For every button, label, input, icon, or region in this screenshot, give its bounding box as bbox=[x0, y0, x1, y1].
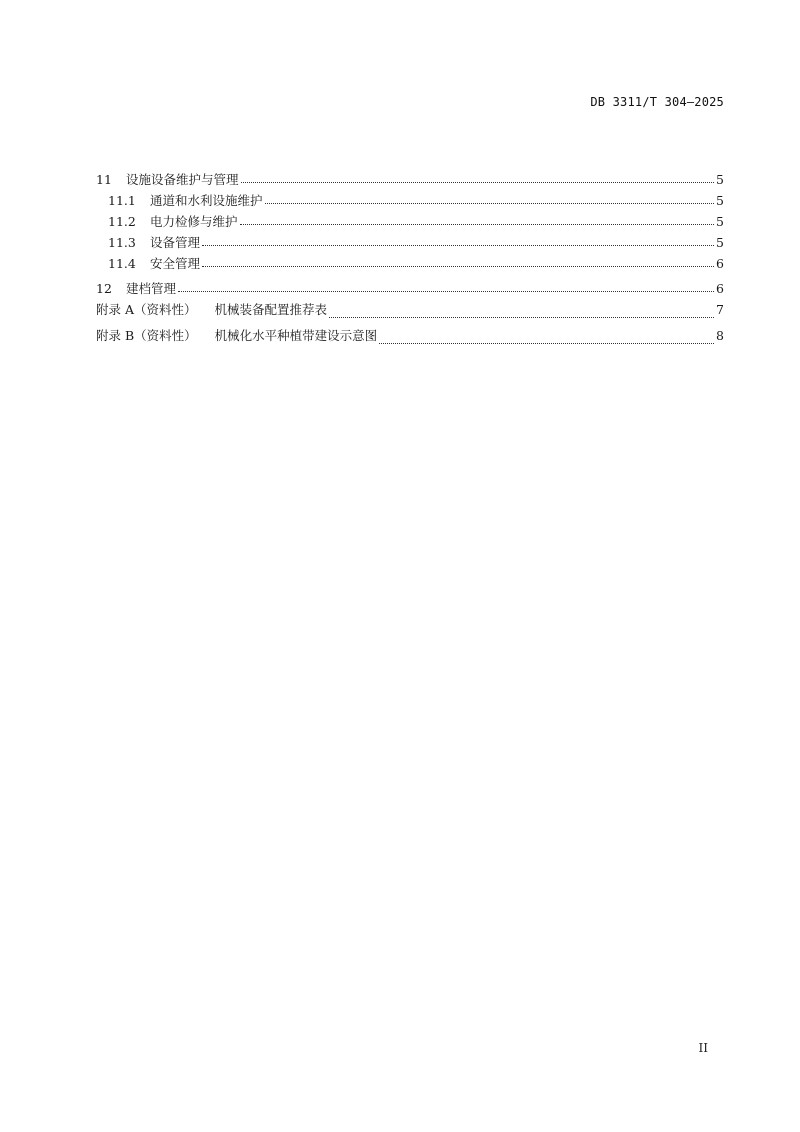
dot-leader bbox=[202, 265, 714, 267]
toc-entry-number: 附录 B（资料性） bbox=[96, 328, 197, 343]
toc-entry-11[interactable] bbox=[96, 170, 724, 191]
dot-leader bbox=[329, 316, 714, 318]
toc-entry-page: 5 bbox=[716, 172, 724, 187]
toc-entry-page: 7 bbox=[716, 302, 724, 317]
toc-entry-number: 11 bbox=[96, 172, 112, 187]
dot-leader bbox=[178, 290, 714, 292]
toc-entry-11-2[interactable] bbox=[96, 212, 724, 233]
toc-entry-page: 6 bbox=[716, 281, 724, 296]
toc-entry-number: 11.3 bbox=[108, 235, 136, 250]
toc-entry-number: 附录 A（资料性） bbox=[96, 302, 197, 317]
toc-entry-11-4[interactable] bbox=[96, 254, 724, 275]
toc-entry-title: 设施设备维护与管理 bbox=[126, 172, 239, 187]
dot-leader bbox=[265, 202, 715, 204]
toc-entry-title: 机械化水平种植带建设示意图 bbox=[214, 328, 378, 343]
toc-entry-title: 通道和水利设施维护 bbox=[150, 193, 263, 208]
standard-code: DB 3311/T 304—2025 bbox=[590, 95, 724, 109]
toc-entry-page: 5 bbox=[716, 235, 724, 250]
dot-leader bbox=[240, 223, 715, 225]
dot-leader bbox=[379, 342, 714, 344]
toc-entry-11-1[interactable] bbox=[96, 191, 724, 212]
dot-leader bbox=[202, 244, 714, 246]
toc-entry-appendix-b[interactable] bbox=[96, 326, 724, 352]
toc-entry-number: 11.4 bbox=[108, 256, 136, 271]
toc-entry-page: 8 bbox=[716, 328, 724, 343]
toc-entry-title: 机械装备配置推荐表 bbox=[214, 302, 328, 317]
dot-leader bbox=[241, 181, 715, 183]
toc-entry-title: 安全管理 bbox=[150, 256, 201, 271]
toc-entry-appendix-a[interactable] bbox=[96, 300, 724, 326]
toc-entry-number: 11.2 bbox=[108, 214, 136, 229]
toc-entry-title: 设备管理 bbox=[150, 235, 201, 250]
toc-entry-number: 11.1 bbox=[108, 193, 136, 208]
toc-entry-number: 12 bbox=[96, 281, 112, 296]
toc-entry-page: 5 bbox=[716, 214, 724, 229]
toc-entry-11-3[interactable] bbox=[96, 233, 724, 254]
toc-entry-12[interactable] bbox=[96, 279, 724, 300]
toc-entry-page: 6 bbox=[716, 256, 724, 271]
toc-entry-title: 电力检修与维护 bbox=[150, 214, 238, 229]
table-of-contents bbox=[96, 170, 724, 352]
page-number: II bbox=[698, 1041, 708, 1055]
toc-entry-page: 5 bbox=[716, 193, 724, 208]
toc-entry-title: 建档管理 bbox=[126, 281, 177, 296]
